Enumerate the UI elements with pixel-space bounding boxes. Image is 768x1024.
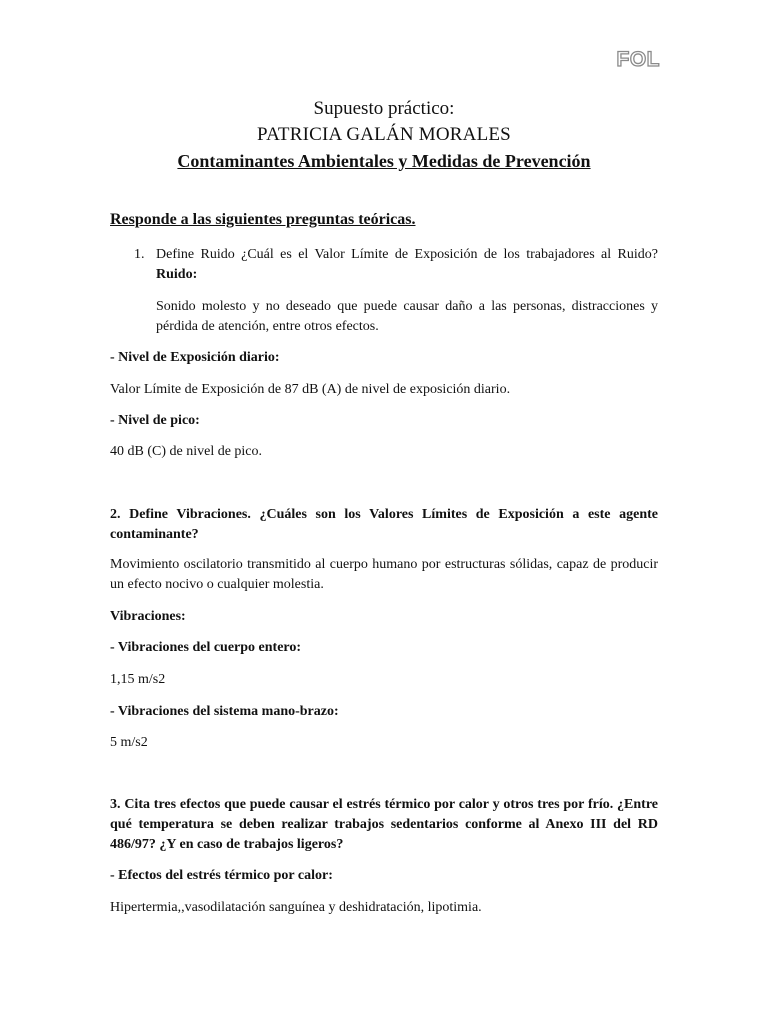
q2-sub1-value: 1,15 m/s2 (110, 672, 166, 687)
document-header (0, 96, 768, 174)
document-title: Contaminantes Ambientales y Medidas de Prevención (177, 151, 591, 171)
q3-sub1-value: Hipertermia,,vasodilatación sanguínea y deshidratación, lipotimia. (110, 900, 482, 915)
section-heading: Responde a las siguientes preguntas teóricas. (110, 211, 416, 228)
q1-sub2-value: 40 dB (C) de nivel de pico. (110, 444, 263, 459)
q2-sub2-label: - Vibraciones del sistema mano-brazo: (110, 704, 339, 719)
question-number: 1. (134, 247, 145, 262)
question-1-prompt: Define Ruido ¿Cuál es el Valor Límite de Exposición de los trabajadores al Ruido? (156, 247, 658, 262)
q2-label: Vibraciones: (110, 609, 186, 624)
q2-answer: Movimiento oscilatorio transmitido al cuerpo humano por estructuras sólidas, capaz de producir un efecto nocivo o cualquier molestia. (110, 557, 658, 592)
q1-sub1-label: - Nivel de Exposición diario: (110, 350, 280, 365)
question-1-label: Ruido: (156, 267, 198, 282)
question-1-text (156, 245, 658, 285)
q2-sub2-value: 5 m/s2 (110, 735, 148, 750)
q1-sub2-label: - Nivel de pico: (110, 413, 200, 428)
q3-sub1-label: - Efectos del estrés térmico por calor: (110, 868, 333, 883)
q1-sub1-value: Valor Límite de Exposición de 87 dB (A) de nivel de exposición diario. (110, 382, 511, 397)
q1-answer: Sonido molesto y no deseado que puede causar daño a las personas, distracciones y pérdida de atención, entre otros efectos. (156, 299, 658, 334)
header-subtitle: Supuesto práctico: (313, 98, 455, 119)
question-2: 2. Define Vibraciones. ¿Cuáles son los Valores Límites de Exposición a este agente contaminante? (110, 507, 658, 542)
fol-logo: FOL (616, 48, 660, 71)
question-3: 3. Cita tres efectos que puede causar el estrés térmico por calor y otros tres por frío. ¿Entre qué temperatura se deben realizar trabajos sedentarios conforme al Anexo III del RD 486/97? ¿Y en caso de trabajos ligeros? (110, 797, 658, 852)
author-name: PATRICIA GALÁN MORALES (257, 124, 511, 145)
q2-sub1-label: - Vibraciones del cuerpo entero: (110, 640, 302, 655)
